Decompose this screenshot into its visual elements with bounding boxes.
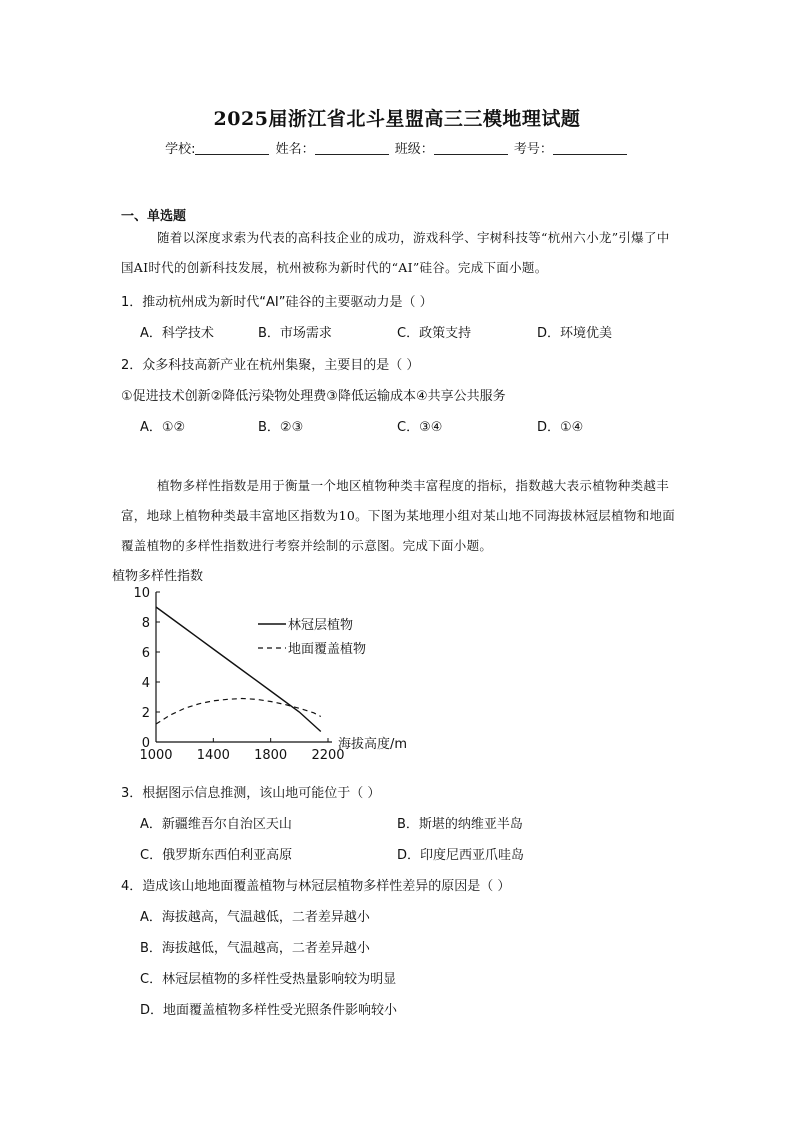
student-info-line	[0, 138, 794, 157]
q1-option-b[interactable]: B．市场需求	[258, 326, 332, 341]
q4-option-d[interactable]: D．地面覆盖植物多样性受光照条件影响较小	[140, 1003, 398, 1018]
q3-option-d[interactable]: D．印度尼西亚爪哇岛	[397, 848, 525, 863]
y-tick-label: 6	[141, 646, 150, 661]
exam-blank[interactable]	[553, 142, 627, 155]
legend-ground-label: 地面覆盖植物	[288, 642, 367, 657]
y-tick-label: 0	[141, 736, 150, 751]
y-tick-label: 8	[141, 616, 150, 631]
series-ground-cover-line	[156, 699, 321, 725]
q1-option-c[interactable]: C．政策支持	[397, 326, 472, 341]
class-blank[interactable]	[434, 142, 508, 155]
chart-legend	[258, 617, 366, 657]
y-tick-label: 2	[141, 706, 150, 721]
name-blank[interactable]	[315, 142, 389, 155]
question-2-stem: 2．众多科技高新产业在杭州集聚，主要目的是（ ）	[121, 358, 420, 373]
y-tick-label: 4	[141, 676, 150, 691]
x-tick-label: 1000	[139, 748, 173, 763]
question-1-stem: 1．推动杭州成为新时代“AI”硅谷的主要驱动力是（ ）	[121, 295, 433, 310]
q2-option-d[interactable]: D．①④	[537, 420, 584, 435]
page-title: 2025届浙江省北斗星盟高三三模地理试题	[213, 108, 581, 130]
passage-2: 植物多样性指数是用于衡量一个地区植物种类丰富程度的指标，指数越大表示植物种类越丰富，地球上植物种类最丰富地区指数为10。下图为某地理小组对某山地不同海拔林冠层植物和地面覆盖植物的多样性指数进行考察并绘制的示意图。完成下面小题。	[121, 478, 676, 553]
y-tick-label: 10	[133, 586, 150, 601]
chart-xlabel: 海拔高度/m	[338, 737, 408, 752]
q2-option-a[interactable]: A．①②	[140, 420, 186, 435]
q3-option-c[interactable]: C．俄罗斯东西伯利亚高原	[140, 848, 293, 863]
q1-option-d[interactable]: D．环境优美	[537, 326, 613, 341]
question-4-stem: 4．造成该山地地面覆盖植物与林冠层植物多样性差异的原因是（ ）	[121, 879, 511, 894]
class-label: 班级：	[394, 142, 434, 157]
x-tick-label: 1400	[196, 748, 230, 763]
q3-option-a[interactable]: A．新疆维吾尔自治区天山	[140, 817, 292, 832]
x-tick-label: 1800	[254, 748, 288, 763]
x-tick-label: 2200	[311, 748, 345, 763]
legend-canopy-label: 林冠层植物	[288, 618, 354, 633]
q2-option-c[interactable]: C．③④	[397, 420, 443, 435]
q4-option-b[interactable]: B．海拔越低，气温越高，二者差异越小	[140, 941, 370, 956]
q1-option-a[interactable]: A．科学技术	[140, 326, 214, 341]
school-label: 学校:	[165, 142, 196, 157]
q3-option-b[interactable]: B．斯堪的纳维亚半岛	[397, 817, 523, 832]
q4-option-a[interactable]: A．海拔越高，气温越低，二者差异越小	[140, 910, 370, 925]
school-blank[interactable]	[195, 142, 269, 155]
question-2-items: ①促进技术创新②降低污染物处理费③降低运输成本④共享公共服务	[121, 389, 506, 404]
exam-label: 考号：	[513, 142, 553, 157]
q2-option-b[interactable]: B．②③	[258, 420, 304, 435]
q4-option-c[interactable]: C．林冠层植物的多样性受热量影响较为明显	[140, 972, 397, 987]
chart-ylabel: 植物多样性指数	[112, 569, 204, 584]
question-3-stem: 3．根据图示信息推测，该山地可能位于（ ）	[121, 786, 381, 801]
passage-1: 随着以深度求索为代表的高科技企业的成功，游戏科学、宇树科技等“杭州六小龙”引爆了中国AI时代的创新科技发展，杭州被称为新时代的“AI”硅谷。完成下面小题。	[121, 230, 670, 275]
name-label: 姓名：	[275, 142, 315, 157]
diversity-chart	[112, 562, 412, 774]
section-title: 一、单选题	[121, 209, 187, 224]
